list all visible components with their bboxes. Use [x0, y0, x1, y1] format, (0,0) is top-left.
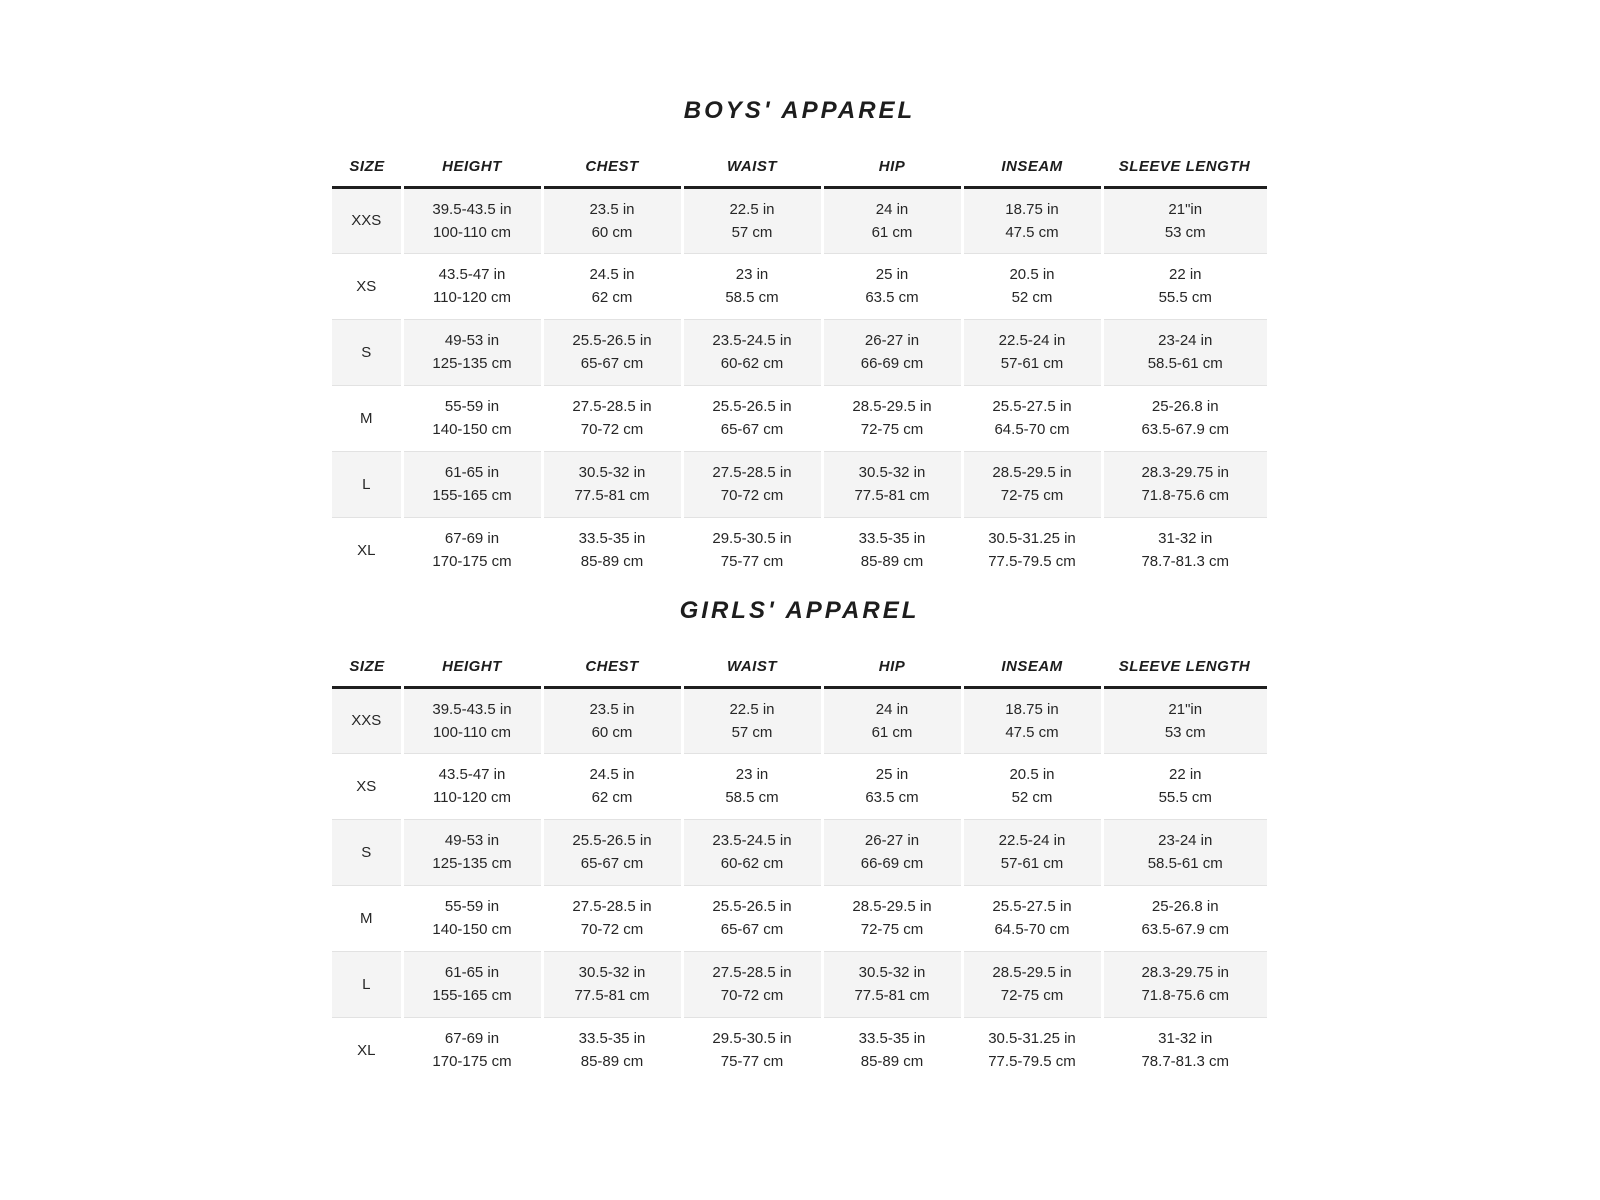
measurement-cell — [402, 451, 542, 517]
inches-value: 28.5-29.5 in — [852, 398, 932, 415]
boys-apparel-title: BOYS' APPAREL — [683, 97, 916, 124]
header-row — [332, 641, 1267, 687]
cm-value: 55.5 cm — [1158, 789, 1212, 806]
cm-value: 52 cm — [1011, 789, 1053, 806]
measurement-cell — [682, 253, 822, 319]
inches-value: 20.5 in — [1009, 766, 1055, 783]
table-header — [332, 141, 1267, 187]
cm-value: 53 cm — [1164, 223, 1206, 241]
inches-value: 25.5-26.5 in — [712, 398, 792, 415]
cm-value: 47.5 cm — [1005, 223, 1059, 241]
cm-value: 60 cm — [591, 223, 633, 241]
cm-value: 65-67 cm — [580, 855, 644, 872]
measurement-cell — [542, 187, 682, 253]
measurement-cell — [402, 819, 542, 885]
measurement-cell — [542, 451, 682, 517]
column-header: SIZE — [349, 157, 385, 175]
inches-value: 23 in — [735, 266, 769, 283]
table-row — [332, 253, 1267, 319]
cm-value: 70-72 cm — [720, 987, 784, 1004]
cm-value: 140-150 cm — [432, 921, 512, 938]
measurement-cell — [682, 451, 822, 517]
inches-value: 23.5 in — [589, 700, 635, 718]
cm-value: 125-135 cm — [432, 855, 512, 872]
measurement-cell — [822, 517, 962, 583]
cm-value: 85-89 cm — [860, 553, 924, 571]
inches-value: 30.5-32 in — [578, 964, 646, 981]
inches-value: 25.5-26.5 in — [712, 898, 792, 915]
inches-value: 25.5-27.5 in — [992, 398, 1072, 415]
table-row — [332, 187, 1267, 253]
cm-value: 58.5-61 cm — [1147, 355, 1223, 372]
inches-value: 22 in — [1168, 766, 1202, 783]
inches-value: 28.3-29.75 in — [1141, 464, 1230, 481]
inches-value: 23-24 in — [1158, 332, 1213, 349]
inches-value: 55-59 in — [444, 898, 500, 915]
cm-value: 85-89 cm — [580, 553, 644, 571]
cm-value: 61 cm — [871, 223, 913, 241]
measurement-cell — [1102, 517, 1267, 583]
inches-value: 22.5 in — [729, 700, 775, 718]
measurement-cell — [962, 951, 1102, 1017]
cm-value: 72-75 cm — [860, 921, 924, 938]
girls-apparel-size-table — [332, 641, 1267, 1083]
cm-value: 62 cm — [591, 289, 633, 306]
measurement-cell — [1102, 451, 1267, 517]
cm-value: 47.5 cm — [1005, 723, 1059, 741]
measurement-cell — [1102, 385, 1267, 451]
inches-value: 25.5-26.5 in — [572, 332, 652, 349]
table-row — [332, 885, 1267, 951]
cm-value: 63.5 cm — [865, 789, 919, 806]
cm-value: 140-150 cm — [432, 421, 512, 438]
cm-value: 78.7-81.3 cm — [1141, 553, 1230, 571]
inches-value: 27.5-28.5 in — [572, 898, 652, 915]
measurement-cell — [962, 451, 1102, 517]
measurement-cell — [542, 385, 682, 451]
inches-value: 30.5-32 in — [858, 464, 926, 481]
measurement-cell — [682, 187, 822, 253]
measurement-cell — [402, 319, 542, 385]
measurement-cell — [682, 819, 822, 885]
cm-value: 170-175 cm — [432, 1053, 512, 1071]
inches-value: 28.5-29.5 in — [852, 898, 932, 915]
inches-value: 33.5-35 in — [578, 530, 646, 548]
cm-value: 64.5-70 cm — [994, 921, 1070, 938]
inches-value: 31-32 in — [1158, 1030, 1213, 1048]
measurement-cell — [682, 885, 822, 951]
inches-value: 29.5-30.5 in — [712, 530, 792, 548]
cm-value: 65-67 cm — [580, 355, 644, 372]
measurement-cell — [962, 885, 1102, 951]
measurement-cell — [542, 517, 682, 583]
inches-value: 25 in — [875, 766, 909, 783]
measurement-cell — [822, 753, 962, 819]
measurement-cell — [402, 187, 542, 253]
size-label-cell: M — [360, 909, 373, 927]
inches-value: 26-27 in — [864, 832, 920, 849]
measurement-cell — [402, 753, 542, 819]
inches-value: 27.5-28.5 in — [572, 398, 652, 415]
column-header: CHEST — [585, 657, 639, 675]
measurement-cell — [962, 753, 1102, 819]
cm-value: 100-110 cm — [432, 723, 512, 741]
inches-value: 22.5 in — [729, 200, 775, 218]
measurement-cell — [962, 187, 1102, 253]
measurement-cell — [1102, 687, 1267, 753]
inches-value: 23 in — [735, 766, 769, 783]
measurement-cell — [962, 385, 1102, 451]
boys-apparel-size-table — [332, 141, 1267, 583]
measurement-cell — [962, 687, 1102, 753]
measurement-cell — [822, 451, 962, 517]
cm-value: 77.5-81 cm — [574, 987, 650, 1004]
cm-value: 85-89 cm — [860, 1053, 924, 1071]
column-header: HIP — [878, 157, 906, 175]
table-row — [332, 319, 1267, 385]
measurement-cell — [962, 1017, 1102, 1083]
inches-value: 23.5-24.5 in — [712, 332, 792, 349]
measurement-cell — [1102, 319, 1267, 385]
column-header: INSEAM — [1001, 657, 1063, 675]
inches-value: 25.5-26.5 in — [572, 832, 652, 849]
size-label-cell: S — [332, 819, 402, 885]
size-label-cell: S — [332, 319, 402, 385]
measurement-cell — [1102, 753, 1267, 819]
table-row — [332, 753, 1267, 819]
measurement-cell — [682, 1017, 822, 1083]
inches-value: 26-27 in — [864, 332, 920, 349]
inches-value: 24 in — [875, 200, 909, 218]
cm-value: 52 cm — [1011, 289, 1053, 306]
measurement-cell — [402, 951, 542, 1017]
cm-value: 71.8-75.6 cm — [1141, 987, 1230, 1004]
inches-value: 30.5-31.25 in — [988, 530, 1076, 548]
cm-value: 77.5-79.5 cm — [988, 1053, 1076, 1071]
inches-value: 21"in — [1168, 700, 1203, 718]
cm-value: 71.8-75.6 cm — [1141, 487, 1230, 504]
inches-value: 28.5-29.5 in — [992, 464, 1072, 481]
table-body — [332, 687, 1267, 1083]
column-header: HEIGHT — [442, 657, 502, 675]
cm-value: 65-67 cm — [720, 921, 784, 938]
measurement-cell — [1102, 819, 1267, 885]
inches-value: 28.3-29.75 in — [1141, 964, 1230, 981]
measurement-cell — [962, 253, 1102, 319]
cm-value: 110-120 cm — [432, 789, 512, 806]
cm-value: 155-165 cm — [432, 987, 512, 1004]
inches-value: 27.5-28.5 in — [712, 464, 792, 481]
cm-value: 63.5 cm — [865, 289, 919, 306]
inches-value: 18.75 in — [1005, 700, 1059, 718]
inches-value: 43.5-47 in — [438, 266, 506, 283]
table-row — [332, 951, 1267, 1017]
table-row — [332, 687, 1267, 753]
inches-value: 67-69 in — [444, 1030, 500, 1048]
cm-value: 64.5-70 cm — [994, 421, 1070, 438]
measurement-cell — [1102, 885, 1267, 951]
cm-value: 70-72 cm — [580, 421, 644, 438]
cm-value: 60 cm — [591, 723, 633, 741]
cm-value: 75-77 cm — [720, 1053, 784, 1071]
cm-value: 78.7-81.3 cm — [1141, 1053, 1230, 1071]
inches-value: 39.5-43.5 in — [432, 200, 512, 218]
cm-value: 57 cm — [731, 223, 773, 241]
cm-value: 77.5-79.5 cm — [988, 553, 1076, 571]
measurement-cell — [682, 951, 822, 1017]
measurement-cell — [682, 687, 822, 753]
measurement-cell — [402, 253, 542, 319]
table-row — [332, 1017, 1267, 1083]
inches-value: 21"in — [1168, 200, 1203, 218]
table-header — [332, 641, 1267, 687]
inches-value: 39.5-43.5 in — [432, 700, 512, 718]
size-label-cell: XL — [357, 1041, 376, 1059]
cm-value: 170-175 cm — [432, 553, 512, 571]
column-header: INSEAM — [1001, 157, 1063, 175]
measurement-cell — [682, 319, 822, 385]
measurement-cell — [962, 819, 1102, 885]
cm-value: 58.5 cm — [725, 289, 779, 306]
measurement-cell — [402, 1017, 542, 1083]
measurement-cell — [822, 819, 962, 885]
size-label-cell: XXS — [332, 687, 402, 753]
measurement-cell — [822, 687, 962, 753]
cm-value: 77.5-81 cm — [854, 487, 930, 504]
inches-value: 24.5 in — [589, 266, 635, 283]
inches-value: 23.5 in — [589, 200, 635, 218]
measurement-cell — [542, 885, 682, 951]
cm-value: 110-120 cm — [432, 289, 512, 306]
table-row — [332, 385, 1267, 451]
cm-value: 70-72 cm — [580, 921, 644, 938]
table-row — [332, 451, 1267, 517]
cm-value: 58.5-61 cm — [1147, 855, 1223, 872]
measurement-cell — [1102, 951, 1267, 1017]
inches-value: 67-69 in — [444, 530, 500, 548]
measurement-cell — [542, 687, 682, 753]
measurement-cell — [542, 319, 682, 385]
measurement-cell — [962, 319, 1102, 385]
inches-value: 28.5-29.5 in — [992, 964, 1072, 981]
measurement-cell — [822, 253, 962, 319]
column-header: SLEEVE LENGTH — [1118, 157, 1251, 175]
cm-value: 66-69 cm — [860, 355, 924, 372]
cm-value: 58.5 cm — [725, 789, 779, 806]
size-label-cell: XS — [356, 777, 377, 795]
column-header: HEIGHT — [442, 157, 502, 175]
column-header: SLEEVE LENGTH — [1118, 657, 1251, 675]
cm-value: 57 cm — [731, 723, 773, 741]
inches-value: 22.5-24 in — [998, 832, 1066, 849]
cm-value: 70-72 cm — [720, 487, 784, 504]
measurement-cell — [1102, 253, 1267, 319]
cm-value: 72-75 cm — [1000, 487, 1064, 504]
measurement-cell — [682, 753, 822, 819]
measurement-cell — [542, 819, 682, 885]
cm-value: 75-77 cm — [720, 553, 784, 571]
cm-value: 125-135 cm — [432, 355, 512, 372]
cm-value: 60-62 cm — [720, 855, 784, 872]
measurement-cell — [402, 517, 542, 583]
column-header: HIP — [878, 657, 906, 675]
inches-value: 24.5 in — [589, 766, 635, 783]
size-label-cell: XXS — [332, 187, 402, 253]
size-guide-sheet — [332, 0, 1267, 1083]
cm-value: 53 cm — [1164, 723, 1206, 741]
inches-value: 33.5-35 in — [858, 1030, 926, 1048]
measurement-cell — [822, 319, 962, 385]
measurement-cell — [402, 885, 542, 951]
cm-value: 66-69 cm — [860, 855, 924, 872]
inches-value: 24 in — [875, 700, 909, 718]
inches-value: 25.5-27.5 in — [992, 898, 1072, 915]
inches-value: 25 in — [875, 266, 909, 283]
inches-value: 25-26.8 in — [1151, 398, 1219, 415]
measurement-cell — [1102, 187, 1267, 253]
inches-value: 55-59 in — [444, 398, 500, 415]
measurement-cell — [822, 951, 962, 1017]
measurement-cell — [962, 517, 1102, 583]
girls-apparel-title: GIRLS' APPAREL — [679, 597, 920, 624]
size-label-cell: XL — [357, 541, 376, 559]
cm-value: 63.5-67.9 cm — [1141, 921, 1230, 938]
size-label-cell: M — [360, 409, 373, 427]
inches-value: 22.5-24 in — [998, 332, 1066, 349]
cm-value: 65-67 cm — [720, 421, 784, 438]
size-label-cell: XS — [356, 277, 377, 295]
table-row — [332, 819, 1267, 885]
measurement-cell — [542, 951, 682, 1017]
measurement-cell — [402, 385, 542, 451]
cm-value: 85-89 cm — [580, 1053, 644, 1071]
header-row — [332, 141, 1267, 187]
measurement-cell — [822, 187, 962, 253]
cm-value: 100-110 cm — [432, 223, 512, 241]
inches-value: 43.5-47 in — [438, 766, 506, 783]
column-header: WAIST — [727, 157, 777, 175]
inches-value: 31-32 in — [1158, 530, 1213, 548]
inches-value: 49-53 in — [444, 832, 500, 849]
inches-value: 20.5 in — [1009, 266, 1055, 283]
inches-value: 18.75 in — [1005, 200, 1059, 218]
table-body — [332, 187, 1267, 583]
measurement-cell — [822, 385, 962, 451]
inches-value: 33.5-35 in — [578, 1030, 646, 1048]
cm-value: 57-61 cm — [1000, 855, 1064, 872]
column-header: CHEST — [585, 157, 639, 175]
measurement-cell — [822, 885, 962, 951]
inches-value: 27.5-28.5 in — [712, 964, 792, 981]
measurement-cell — [682, 517, 822, 583]
inches-value: 29.5-30.5 in — [712, 1030, 792, 1048]
size-label-cell: L — [332, 451, 402, 517]
table-row — [332, 517, 1267, 583]
inches-value: 61-65 in — [444, 964, 500, 981]
cm-value: 77.5-81 cm — [574, 487, 650, 504]
cm-value: 62 cm — [591, 789, 633, 806]
measurement-cell — [822, 1017, 962, 1083]
cm-value: 57-61 cm — [1000, 355, 1064, 372]
cm-value: 60-62 cm — [720, 355, 784, 372]
inches-value: 49-53 in — [444, 332, 500, 349]
measurement-cell — [1102, 1017, 1267, 1083]
column-header: WAIST — [727, 657, 777, 675]
cm-value: 155-165 cm — [432, 487, 512, 504]
inches-value: 30.5-32 in — [858, 964, 926, 981]
cm-value: 72-75 cm — [860, 421, 924, 438]
measurement-cell — [542, 753, 682, 819]
inches-value: 33.5-35 in — [858, 530, 926, 548]
measurement-cell — [682, 385, 822, 451]
cm-value: 77.5-81 cm — [854, 987, 930, 1004]
cm-value: 63.5-67.9 cm — [1141, 421, 1230, 438]
measurement-cell — [542, 1017, 682, 1083]
inches-value: 23-24 in — [1158, 832, 1213, 849]
measurement-cell — [542, 253, 682, 319]
cm-value: 55.5 cm — [1158, 289, 1212, 306]
inches-value: 30.5-31.25 in — [988, 1030, 1076, 1048]
cm-value: 72-75 cm — [1000, 987, 1064, 1004]
inches-value: 22 in — [1168, 266, 1202, 283]
inches-value: 30.5-32 in — [578, 464, 646, 481]
inches-value: 23.5-24.5 in — [712, 832, 792, 849]
inches-value: 25-26.8 in — [1151, 898, 1219, 915]
column-header: SIZE — [349, 657, 385, 675]
size-label-cell: L — [332, 951, 402, 1017]
cm-value: 61 cm — [871, 723, 913, 741]
inches-value: 61-65 in — [444, 464, 500, 481]
measurement-cell — [402, 687, 542, 753]
